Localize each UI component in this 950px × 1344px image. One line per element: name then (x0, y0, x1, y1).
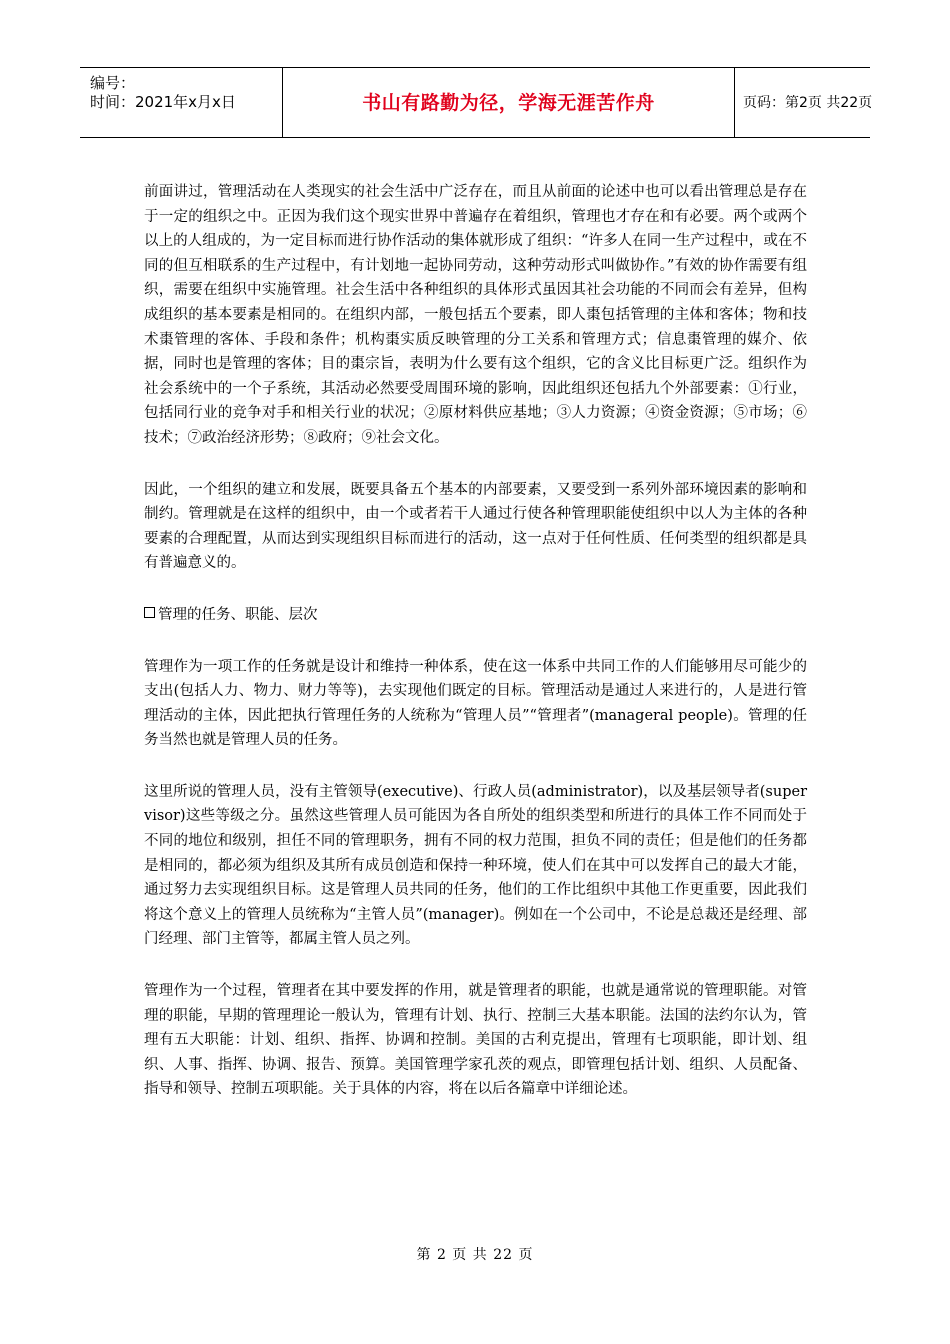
header-motto: 书山有路勤为径，学海无涯苦作舟 (362, 92, 655, 114)
header-page-cell (735, 68, 873, 137)
section-heading-text: 管理的任务、职能、层次 (158, 606, 318, 623)
checkbox-square-icon (144, 607, 155, 618)
paragraph-conclusion: 因此，一个组织的建立和发展，既要具备五个基本的内部要素，又要受到一系列外部环境因素的影响和制约。管理就是在这样的组织中，由一个或者若干人通过行使各种管理职能使组织中以人为主体的各种要素的合理配置，从而达到实现组织目标而进行的活动，这一点对于任何性质、任何类型的组织都是具有普遍意义的。 (144, 481, 807, 572)
document-number-label: 编号： (90, 74, 136, 92)
header-page-number: 页码：第2页 共22页 (743, 95, 873, 111)
page-footer: 第 2 页 共 22 页 (416, 1247, 534, 1263)
section-heading (144, 603, 807, 628)
paragraph-organization: 前面讲过，管理活动在人类现实的社会生活中广泛存在，而且从前面的论述中也可以看出管理总是存在于一定的组织之中。正因为我们这个现实世界中普遍存在着组织，管理也才存在和有必要。两个或两个以上的人组成的，为一定目标而进行协作活动的集体就形成了组织：“许多人在同一生产过程中，或在不同的但互相联系的生产过程中，有计划地一起协同劳动，这种劳动形式叫做协作。”有效的协作需要有组织，需要在组织中实施管理。社会生活中各种组织的具体形式虽因其社会功能的不同而会有差异，但构成组织的基本要素是相同的。在组织内部，一般包括五个要素，即人棗包括管理的主体和客体；物和技术棗管理的客体、手段和条件；机构棗实质反映管理的分工关系和管理方式；信息棗管理的媒介、依据，同时也是管理的客体；目的棗宗旨，表明为什么要有这个组织，它的含义比目标更广泛。组织作为社会系统中的一个子系统，其活动必然要受周围环境的影响，因此组织还包括九个外部要素：①行业，包括同行业的竞争对手和相关行业的状况；②原材料供应基地；③人力资源；④资金资源；⑤市场；⑥技术；⑦政治经济形势；⑧政府；⑨社会文化。 (144, 184, 807, 446)
paragraph-management-functions: 管理作为一个过程，管理者在其中要发挥的作用，就是管理者的职能，也就是通常说的管理职能。对管理的职能，早期的管理理论一般认为，管理有计划、执行、控制三大基本职能。法国的法约尔认为，管理有五大职能：计划、组织、指挥、协调和控制。美国的古利克提出，管理有七项职能，即计划、组织、人事、指挥、协调、报告、预算。美国管理学家孔茨的观点，即管理包括计划、组织、人员配备、指导和领导、控制五项职能。关于具体的内容，将在以后各篇章中详细论述。 (144, 983, 807, 1098)
paragraph-managers: 这里所说的管理人员，没有主管领导(executive)、行政人员(administrator)，以及基层领导者(supervisor)这些等级之分。虽然这些管理人员可能因为各自所处的组织类型和所进行的具体工作不同而处于不同的地位和级别，担任不同的管理职务，拥有不同的权力范围，担负不同的责任；但是他们的任务都是相同的，都必须为组织及其所有成员创造和保持一种环境，使人们在其中可以发挥自己的最大才能，通过努力去实现组织目标。这是管理人员共同的任务，他们的工作比组织中其他工作更重要，因此我们将这个意义上的管理人员统称为“主管人员”(manager)。例如在一个公司中，不论是总裁还是经理、部门经理、部门主管等，都属主管人员之列。 (144, 783, 807, 948)
document-body (144, 180, 807, 1129)
document-date: 时间：2021年x月x日 (90, 93, 236, 111)
header-info-cell (80, 68, 283, 137)
page-header (80, 67, 873, 138)
paragraph-management-task: 管理作为一项工作的任务就是设计和维持一种体系，使在这一体系中共同工作的人们能够用尽可能少的支出(包括人力、物力、财力等等)，去实现他们既定的目标。管理活动是通过人来进行的，人是进行管理活动的主体，因此把执行管理任务的人统称为“管理人员”“管理者”(manageral people)。管理的任务当然也就是管理人员的任务。 (144, 658, 807, 749)
header-motto-cell (283, 68, 735, 137)
